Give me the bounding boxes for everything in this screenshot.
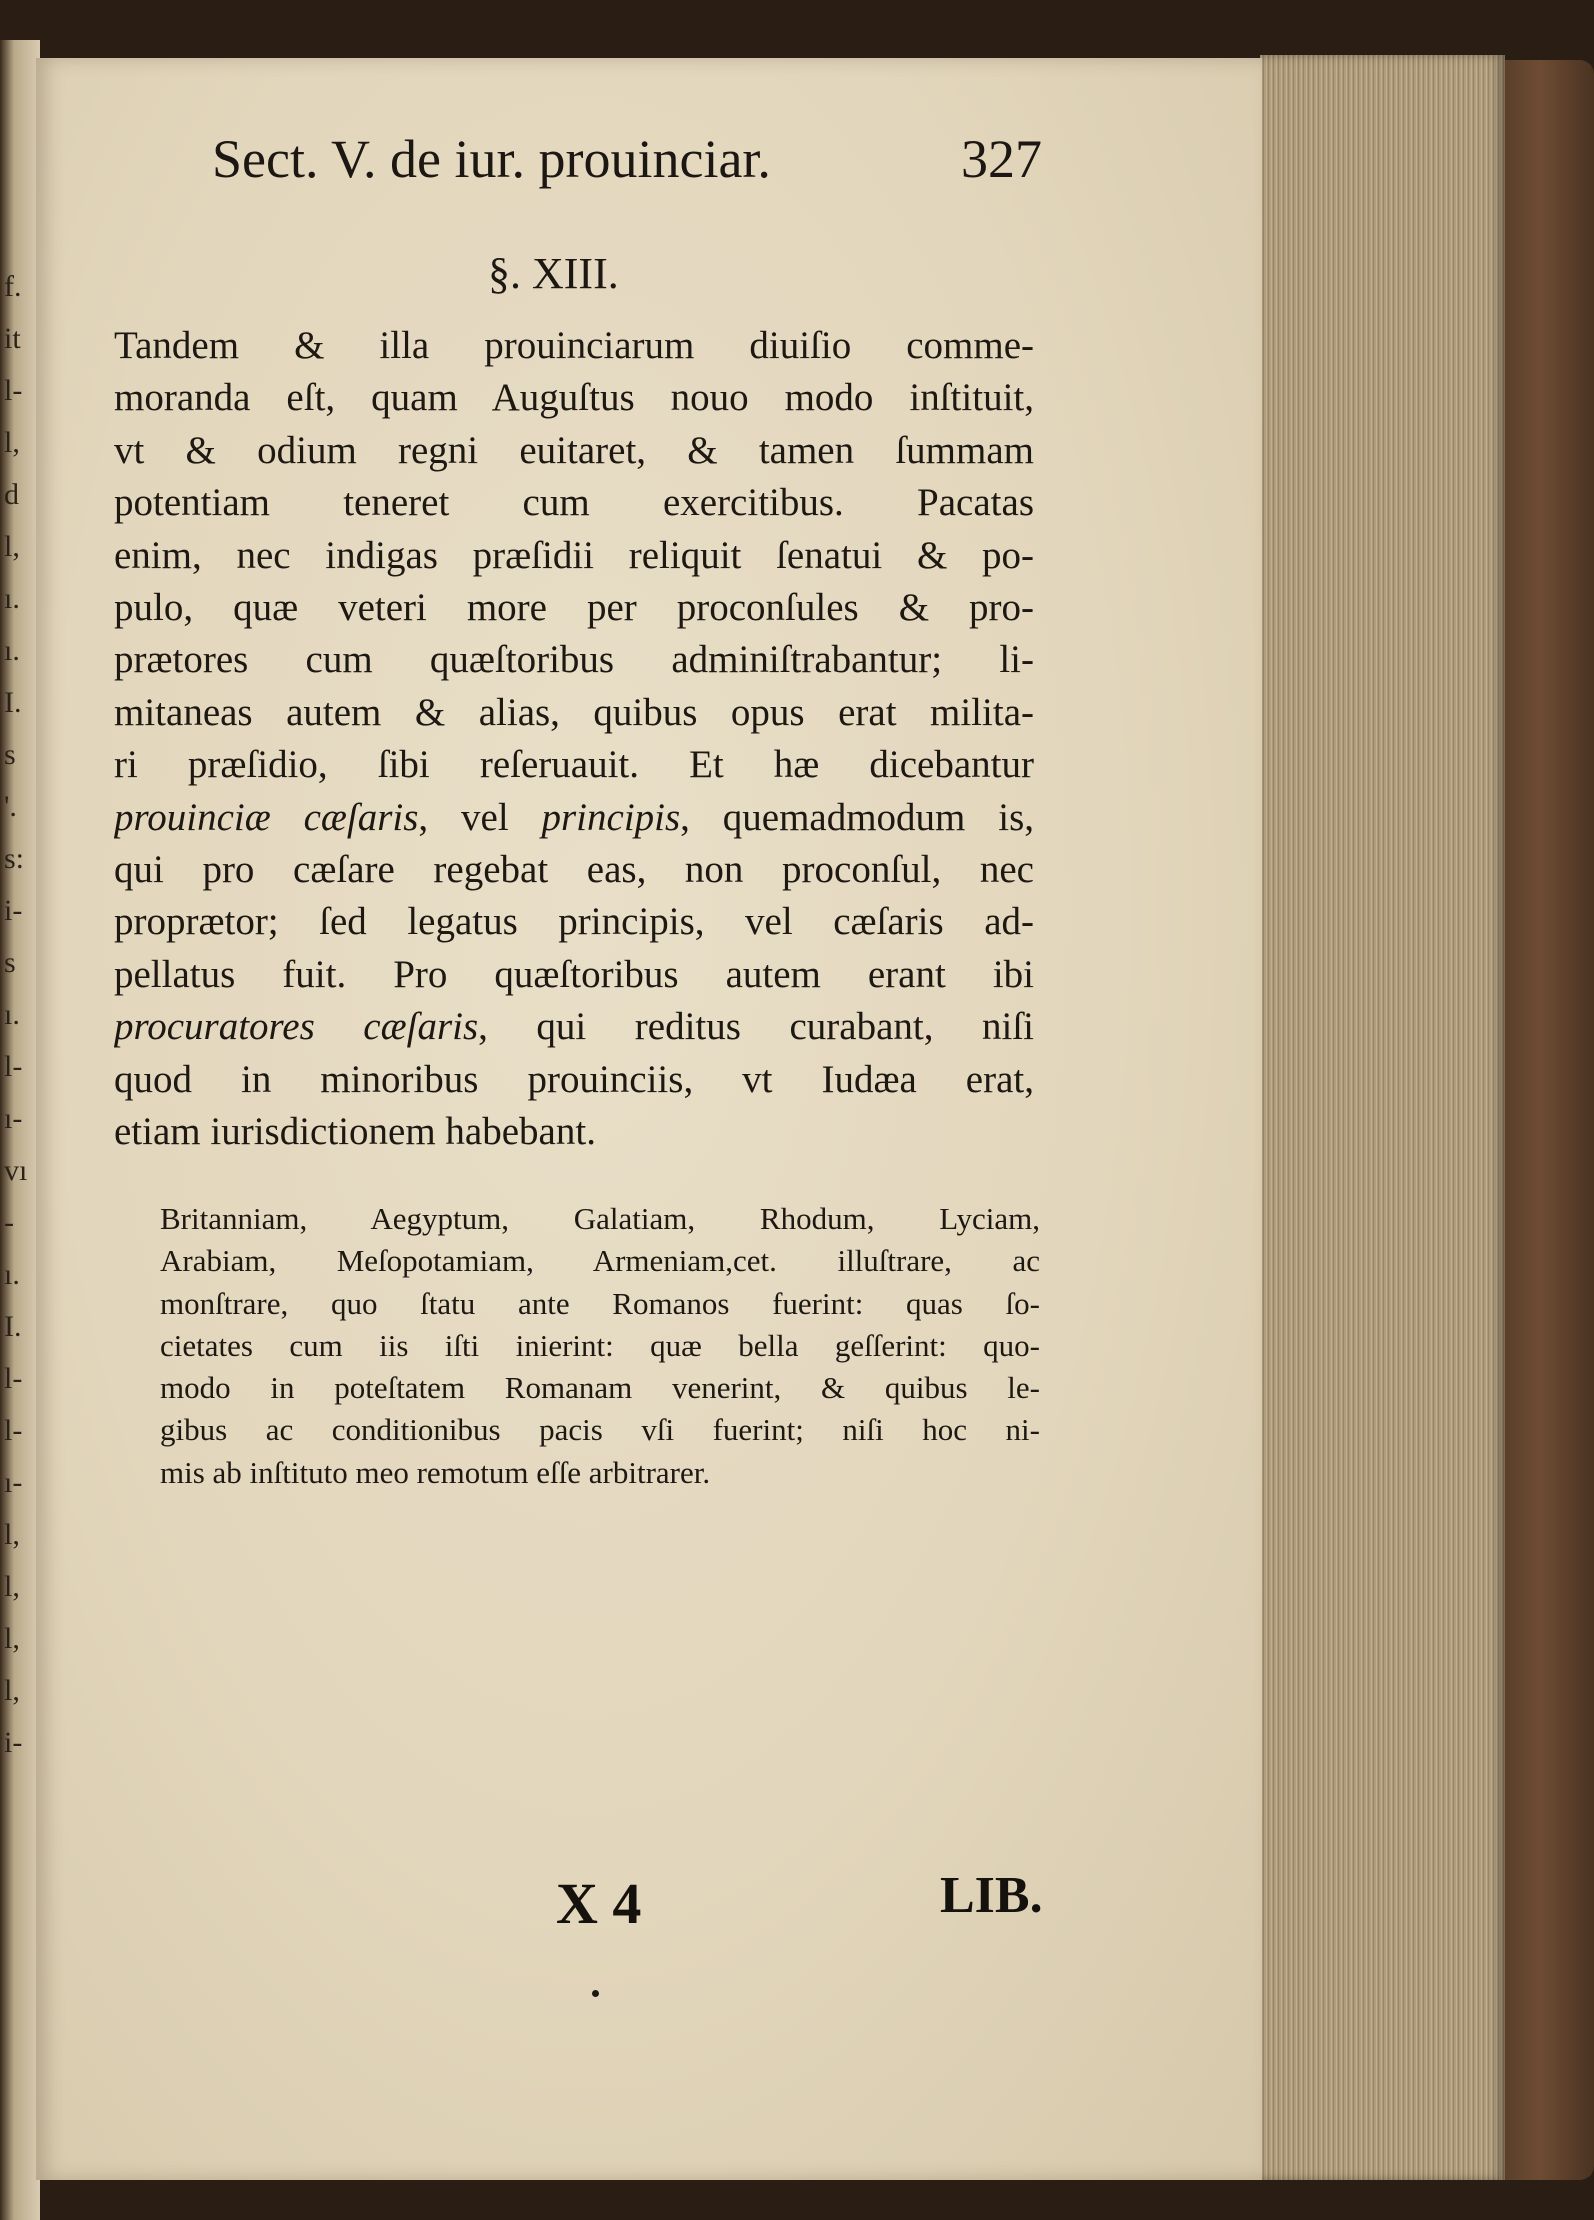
margin-glyph: l-	[4, 1362, 23, 1395]
margin-glyph: l,	[4, 1622, 20, 1655]
note-line: Britanniam, Aegyptum, Galatiam, Rhodum, Lyciam,	[160, 1201, 1040, 1236]
margin-glyph: s	[4, 946, 16, 979]
margin-glyph: vı	[4, 1154, 28, 1187]
main-line: procuratores cæſaris, qui reditus curabant, niſi	[114, 1005, 1034, 1049]
margin-glyph: l,	[4, 1570, 20, 1603]
page-number: 327	[961, 129, 1042, 189]
note-line: Arabiam, Meſopotamiam, Armeniam,cet. illuſtrare, ac	[160, 1243, 1040, 1279]
margin-glyph: s	[4, 738, 16, 771]
main-line: quod in minoribus prouinciis, vt Iudæa erat,	[114, 1057, 1034, 1101]
note-line: modo in poteſtatem Romanam venerint, & quibus le-	[160, 1370, 1040, 1406]
margin-glyph: f.	[4, 270, 22, 303]
margin-glyph: '.	[4, 790, 17, 823]
main-line: potentiam teneret cum exercitibus. Pacatas	[114, 481, 1034, 525]
margin-glyph: I.	[4, 686, 22, 719]
margin-glyph: l-	[4, 1050, 23, 1083]
main-line: mitaneas autem & alias, quibus opus erat milita-	[114, 690, 1034, 734]
running-head	[212, 100, 1042, 190]
main-line: prætores cum quæſtoribus adminiſtrabantur; li-	[114, 638, 1034, 682]
book-cover-edge	[1504, 60, 1594, 2180]
main-paragraph	[114, 320, 1034, 1159]
margin-glyph: l,	[4, 1518, 20, 1551]
signature-mark: X 4	[556, 1871, 642, 1936]
main-line: enim, nec indigas præſidii reliquit ſenatui & po-	[114, 533, 1034, 577]
margin-glyph: d	[4, 478, 19, 511]
margin-glyph: s:	[4, 842, 25, 875]
margin-glyph: ı-	[4, 1102, 23, 1135]
facing-page-margin-glyphs	[0, 0, 40, 2220]
catchword: LIB.	[940, 1867, 1043, 1924]
main-line: pulo, quæ veteri more per proconſules & pro-	[114, 586, 1034, 630]
margin-glyph: -	[4, 1206, 14, 1239]
main-line: Tandem & illa prouinciarum diuiſio comme-	[114, 324, 1034, 367]
margin-glyph: i-	[4, 1726, 23, 1759]
margin-glyph: ı.	[4, 634, 20, 667]
margin-glyph: ı.	[4, 1258, 20, 1291]
main-line: qui pro cæſare regebat eas, non proconſul, nec	[114, 848, 1034, 892]
margin-glyph: l,	[4, 1674, 20, 1707]
main-line: vt & odium regni euitaret, & tamen ſummam	[114, 428, 1034, 472]
note-line: cietates cum iis iſti inierint: quæ bella geſſerint: quo-	[160, 1327, 1040, 1363]
main-line: etiam iurisdictionem habebant.	[114, 1110, 596, 1154]
margin-glyph: I.	[4, 1310, 22, 1343]
margin-glyph: it	[4, 322, 21, 355]
main-line: pellatus fuit. Pro quæſtoribus autem erant ibi	[114, 952, 1034, 996]
ink-dot	[592, 1990, 599, 1997]
running-head-title: Sect. V. de iur. prouinciar.	[212, 129, 771, 189]
footnote-paragraph	[160, 1198, 1040, 1494]
note-line: gibus ac conditionibus pacis vſi fuerint; niſi hoc ni-	[160, 1412, 1040, 1448]
page-block-edges	[1260, 55, 1505, 2180]
main-line: proprætor; ſed legatus principis, vel cæſaris ad-	[114, 900, 1034, 944]
margin-glyph: l-	[4, 374, 23, 407]
section-heading: §. XIII.	[488, 249, 619, 298]
margin-glyph: ı.	[4, 998, 20, 1031]
margin-glyph: ı-	[4, 1466, 23, 1499]
main-line: moranda eſt, quam Auguſtus nouo modo inſtituit,	[114, 376, 1034, 420]
margin-glyph: l,	[4, 530, 20, 563]
main-line: ri præſidio, ſibi reſeruauit. Et hæ dicebantur	[114, 743, 1034, 787]
margin-glyph: l,	[4, 426, 20, 459]
margin-glyph: i-	[4, 894, 23, 927]
margin-glyph: l-	[4, 1414, 23, 1447]
margin-glyph: ı.	[4, 582, 20, 615]
note-line: mis ab inſtituto meo remotum eſſe arbitrarer.	[160, 1454, 711, 1490]
main-line: prouinciæ cæſaris, vel principis, quemadmodum is,	[114, 795, 1034, 839]
note-line: monſtrare, quo ſtatu ante Romanos fuerint: quas ſo-	[160, 1285, 1040, 1321]
